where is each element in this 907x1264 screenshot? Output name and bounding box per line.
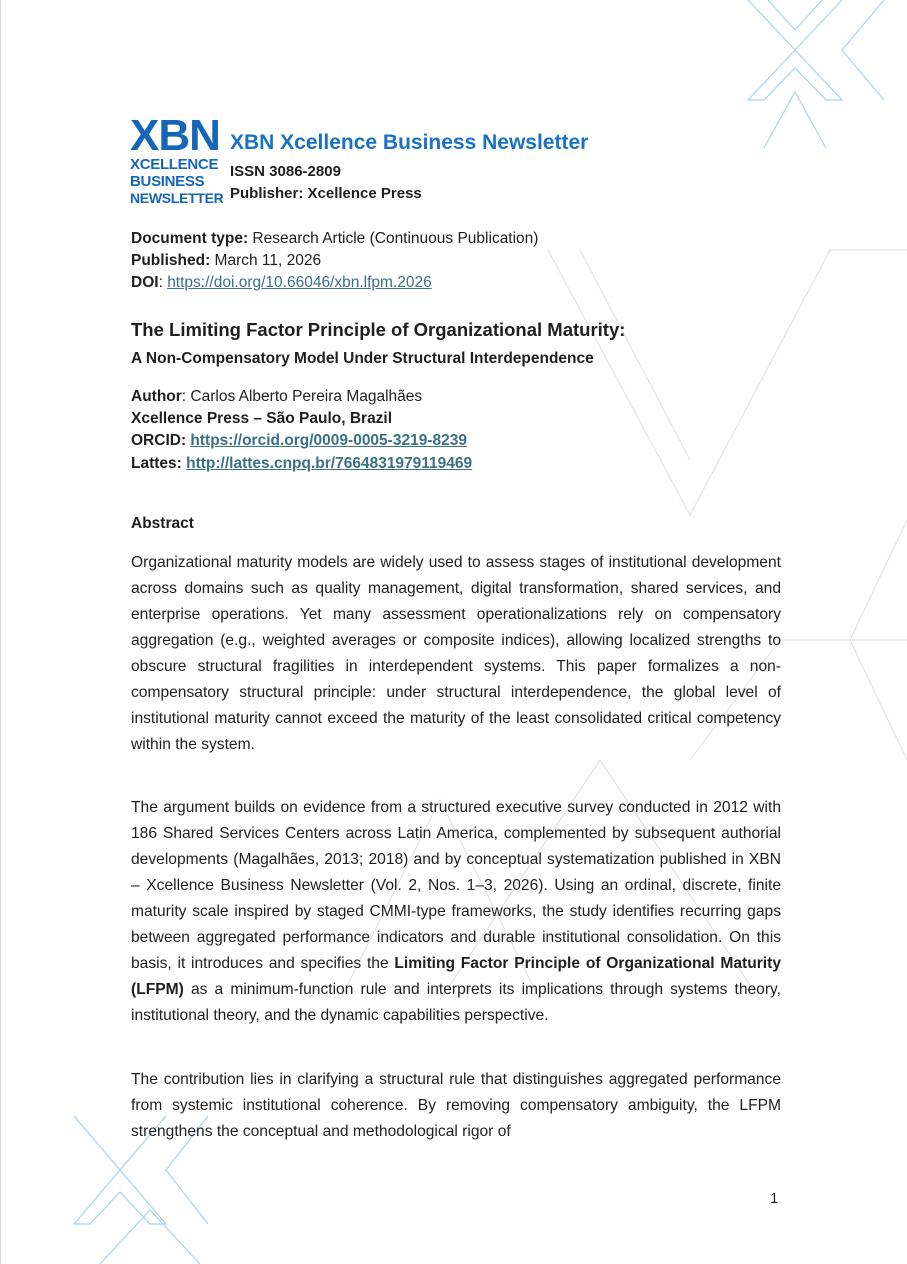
doi-line xyxy=(131,274,432,292)
logo-line-2: BUSINESS xyxy=(130,173,205,190)
document-type-label: Document type: xyxy=(131,230,249,247)
document-type-line xyxy=(131,230,538,248)
orcid-link[interactable]: https://orcid.org/0009-0005-3219-8239 xyxy=(190,432,467,449)
issn: ISSN 3086-2809 xyxy=(230,163,341,180)
page-number: 1 xyxy=(770,1190,779,1207)
p2-text-b: as a minimum-function rule and interprets its implications through systems theory, institutional theory, and the dynamic capabilities perspective. xyxy=(131,981,781,1024)
lattes-label: Lattes: xyxy=(131,455,187,472)
logo-line-1: XCELLENCE xyxy=(130,156,219,173)
page-edge xyxy=(0,0,1,1264)
p2-lfpm-term: Limiting Factor Principle of Organizational Maturity (LFPM) xyxy=(131,955,781,998)
published-label: Published: xyxy=(131,252,211,269)
affiliation-line xyxy=(131,410,392,428)
publisher: Publisher: Xcellence Press xyxy=(230,185,422,202)
logo-line-3: NEWSLETTER xyxy=(130,190,224,206)
doi-separator: : xyxy=(158,274,168,291)
abstract-paragraph-3: The contribution lies in clarifying a structural rule that distinguishes aggregated performance from systemic institutional coherence. By removing compensatory ambiguity, the LFPM strengthens the conceptual and methodological rigor of xyxy=(131,1071,781,1140)
doi-link[interactable]: https://doi.org/10.66046/xbn.lfpm.2026 xyxy=(167,274,432,291)
lattes-link[interactable]: http://lattes.cnpq.br/7664831979119469 xyxy=(186,455,473,472)
newsletter-title: XBN Xcellence Business Newsletter xyxy=(230,131,589,154)
xbn-logo xyxy=(130,111,224,208)
published-line xyxy=(131,252,321,270)
abstract-paragraph-1: Organizational maturity models are widely used to assess stages of institutional development across domains such as quality management, digital transformation, shared services, and enterprise operations. Yet many assessment operationalizations rely on compensatory aggregation (e.g., weighted averages or composite indices), allowing localized strengths to obscure structural fragilities in interdependent systems. This paper formalizes a non-compensatory structural principle: under structural interdependence, the global level of institutional maturity cannot exceed the maturity of the least consolidated critical competency within the system. xyxy=(131,554,781,753)
published-value: March 11, 2026 xyxy=(210,252,322,269)
affiliation: Xcellence Press – São Paulo, Brazil xyxy=(131,410,393,427)
orcid-line xyxy=(131,432,467,450)
author-label: Author xyxy=(131,388,182,405)
author-line xyxy=(131,388,422,406)
article-title: The Limiting Factor Principle of Organizational Maturity: xyxy=(131,319,626,340)
article-subtitle: A Non-Compensatory Model Under Structural Interdependence xyxy=(131,350,594,367)
abstract-paragraph-2 xyxy=(131,795,781,1029)
document-type-value: Research Article (Continuous Publication) xyxy=(248,230,539,247)
logo-wordmark: XBN xyxy=(130,111,220,160)
author-name: : Carlos Alberto Pereira Magalhães xyxy=(181,388,423,405)
abstract-heading: Abstract xyxy=(131,515,194,532)
p2-text-a: The argument builds on evidence from a structured executive survey conducted in 2012 with 186 Shared Services Centers across Latin America, complemented by subsequent authorial developments (Magalhães, 2013; 2018) and by conceptual systematization published in XBN – Xcellence Business Newsletter (Vol. 2, Nos. 1–3, 2026). Using an ordinal, discrete, finite maturity scale inspired by staged CMMI-type frameworks, the study identifies recurring gaps between aggregated performance indicators and durable institutional consolidation. On this basis, it introduces and specifies the xyxy=(131,799,781,972)
orcid-label: ORCID: xyxy=(131,432,191,449)
lattes-line xyxy=(131,455,472,473)
doi-label: DOI xyxy=(131,274,159,291)
